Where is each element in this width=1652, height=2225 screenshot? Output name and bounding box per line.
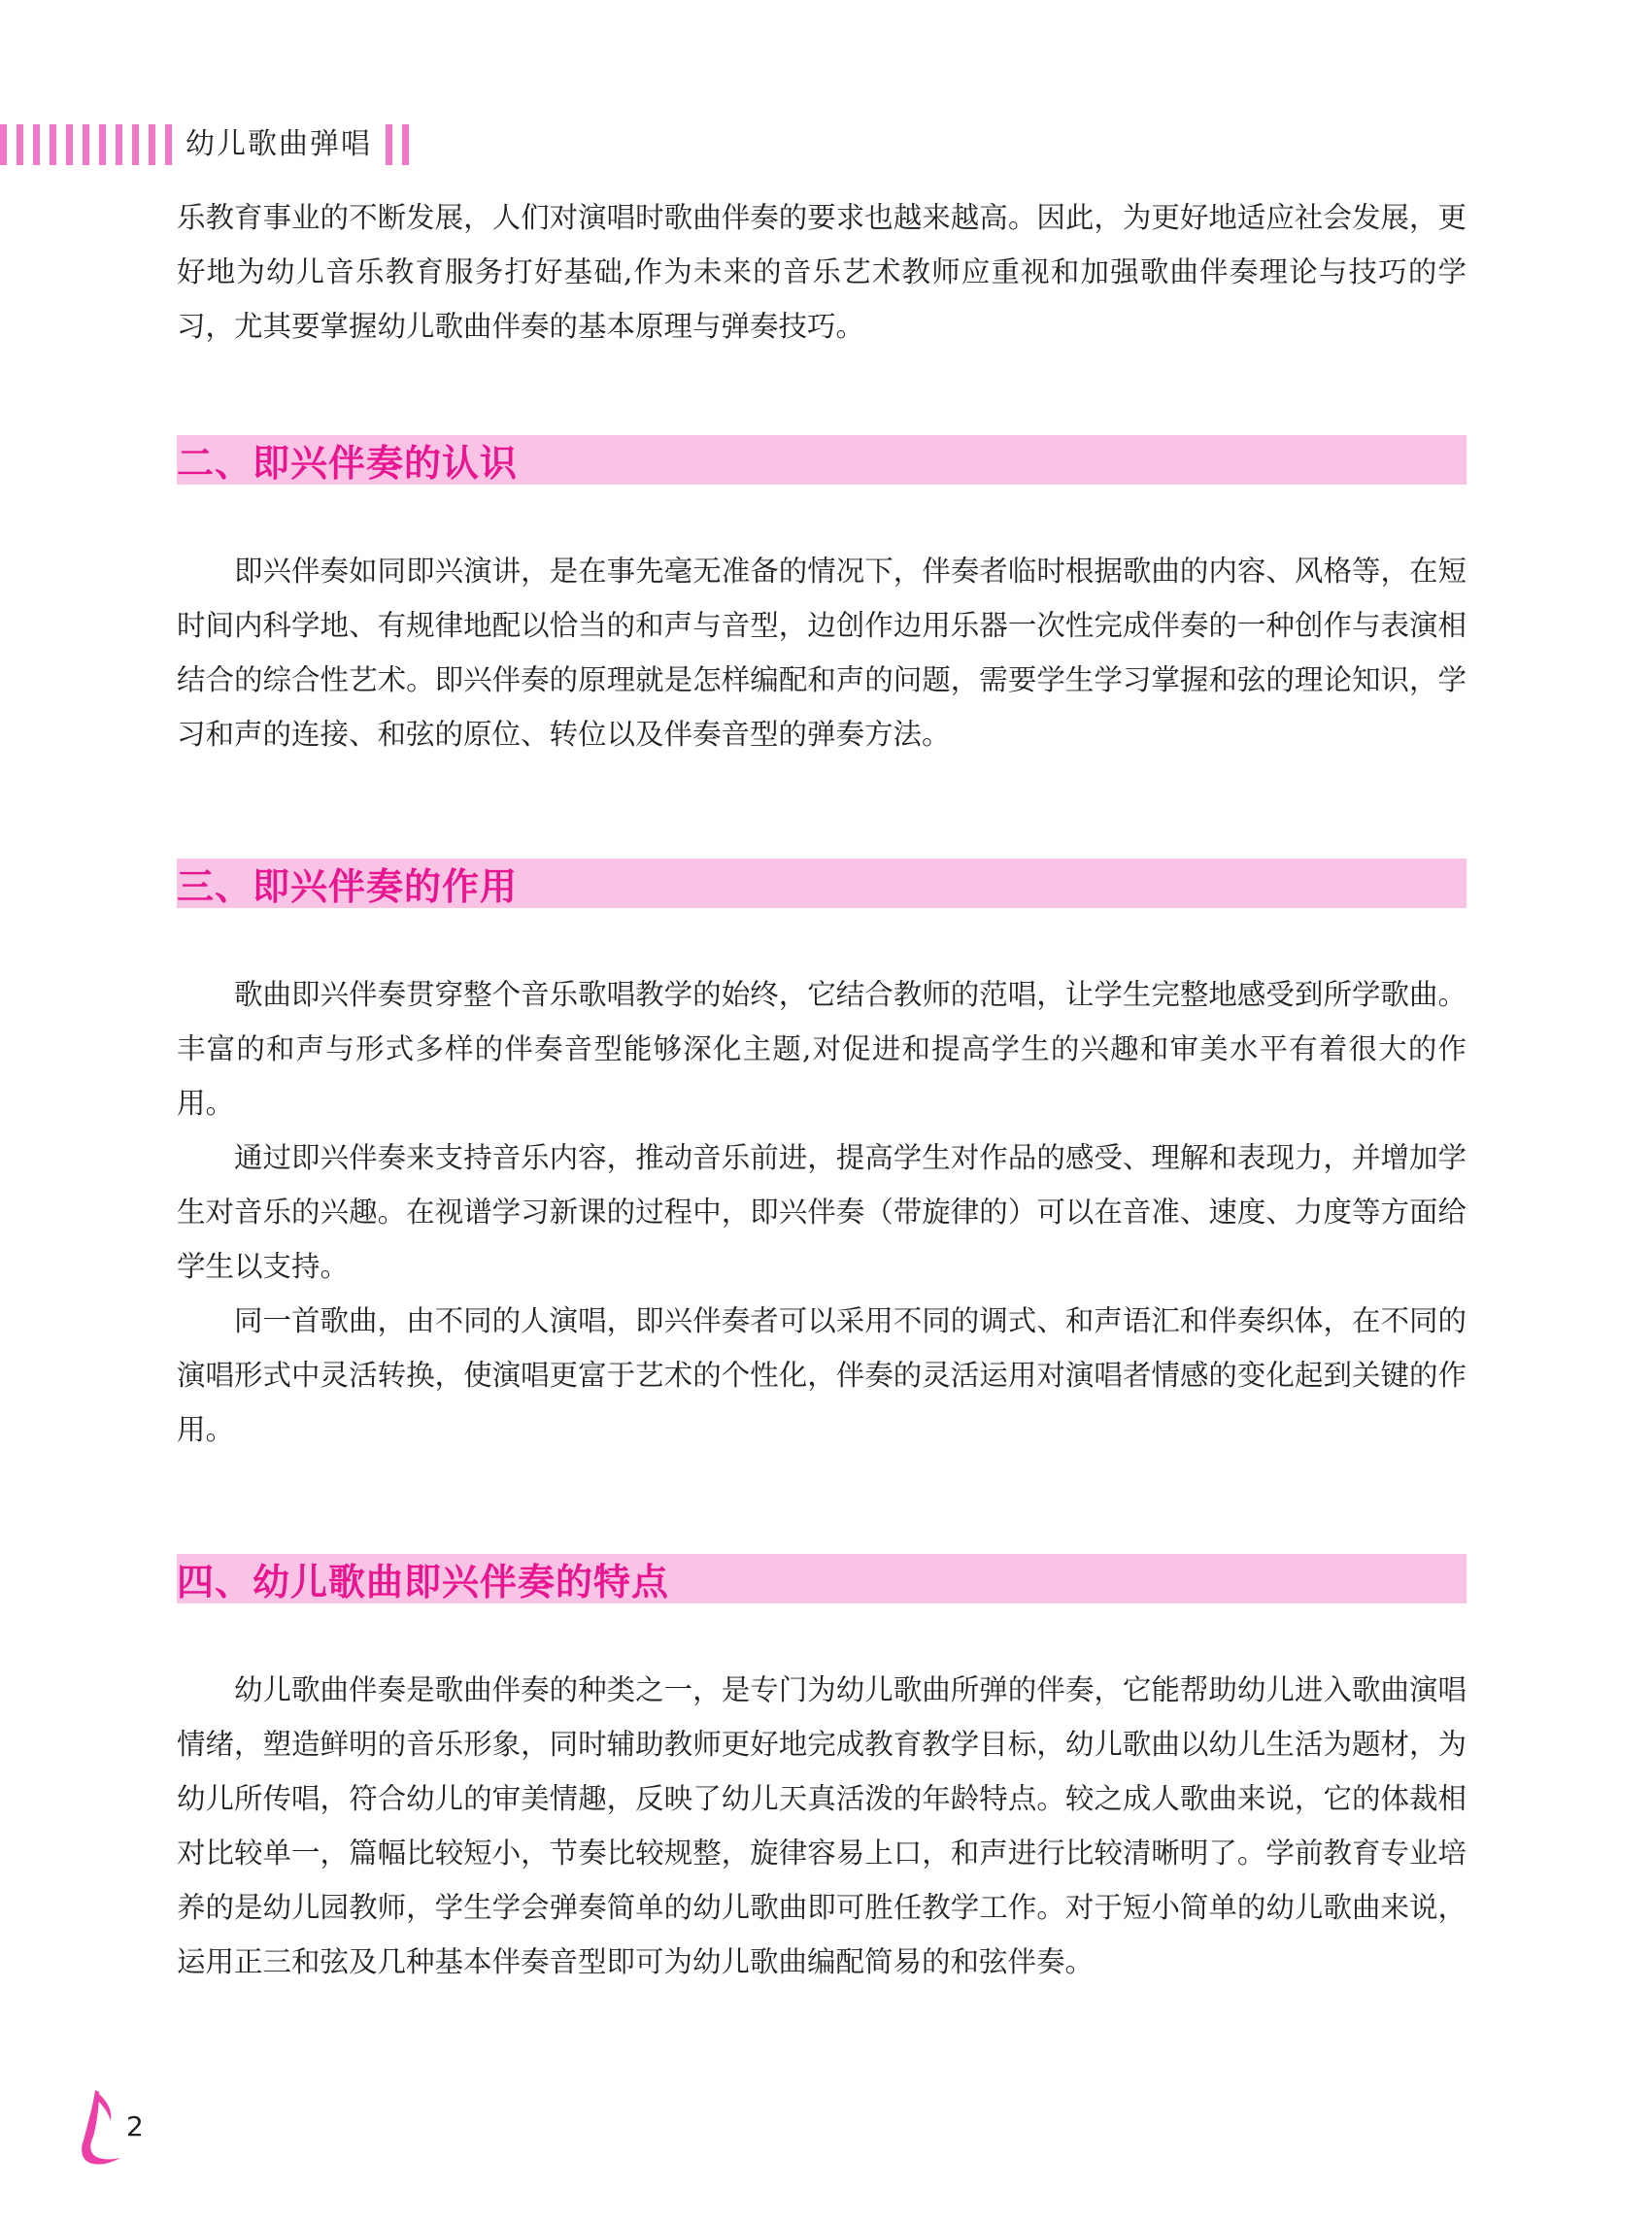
stripe [83, 124, 89, 165]
page-footer [74, 2086, 144, 2170]
music-note-icon [74, 2086, 126, 2170]
stripe [0, 124, 7, 165]
section-heading [177, 435, 1467, 485]
section-heading-text: 二、即兴伴奏的认识 [177, 442, 519, 485]
stripe [50, 124, 56, 165]
paragraph: 幼儿歌曲伴奏是歌曲伴奏的种类之一，是专门为幼儿歌曲所弹的伴奏，它能帮助幼儿进入歌曲演唱情绪，塑造鲜明的音乐形象，同时辅助教师更好地完成教育教学目标，幼儿歌曲以幼儿生活为题材，为幼儿所传唱，符合幼儿的审美情趣，反映了幼儿天真活泼的年龄特点。较之成人歌曲来说，它的体裁相对比较单一，篇幅比较短小，节奏比较规整，旋律容易上口，和声进行比较清晰明了。学前教育专业培养的是幼儿园教师，学生学会弹奏简单的幼儿歌曲即可胜任教学工作。对于短小简单的幼儿歌曲来说，运用正三和弦及几种基本伴奏音型即可为幼儿歌曲编配简易的和弦伴奏。 [177, 1673, 1467, 1978]
intro-block [177, 190, 1467, 354]
stripe [386, 124, 392, 165]
paragraph: 即兴伴奏如同即兴演讲，是在事先毫无准备的情况下，伴奏者临时根据歌曲的内容、风格等，在短时间内科学地、有规律地配以恰当的和声与音型，边创作边用乐器一次性完成伴奏的一种创作与表演相结合的综合性艺术。即兴伴奏的原理就是怎样编配和声的问题，需要学生学习掌握和弦的理论知识，学习和声的连接、和弦的原位、转位以及伴奏音型的弹奏方法。 [177, 555, 1467, 751]
running-header [0, 124, 409, 165]
stripe [17, 124, 23, 165]
section-recognition [177, 435, 1467, 761]
stripe [66, 124, 73, 165]
section-heading-text: 四、幼儿歌曲即兴伴奏的特点 [177, 1561, 670, 1603]
section-heading [177, 859, 1467, 908]
paragraph: 通过即兴伴奏来支持音乐内容，推动音乐前进，提高学生对作品的感受、理解和表现力，并增加学生对音乐的兴趣。在视谱学习新课的过程中，即兴伴奏（带旋律的）可以在音准、速度、力度等方面给学生以支持。 [177, 1141, 1467, 1283]
stripe [165, 124, 172, 165]
section-heading-text: 三、即兴伴奏的作用 [177, 865, 519, 908]
stripe [149, 124, 155, 165]
section-heading [177, 1554, 1467, 1603]
paragraph: 歌曲即兴伴奏贯穿整个音乐歌唱教学的始终，它结合教师的范唱，让学生完整地感受到所学歌曲。丰富的和声与形式多样的伴奏音型能够深化主题,对促进和提高学生的兴趣和审美水平有着很大的作用。 [177, 978, 1467, 1120]
stripe [402, 124, 409, 165]
paragraph: 同一首歌曲，由不同的人演唱，即兴伴奏者可以采用不同的调式、和声语汇和伴奏织体，在不同的演唱形式中灵活转换，使演唱更富于艺术的个性化，伴奏的灵活运用对演唱者情感的变化起到关键的作用。 [177, 1304, 1467, 1446]
section-characteristics [177, 1554, 1467, 1989]
page-number: 2 [126, 2110, 144, 2142]
paragraph: 乐教育事业的不断发展，人们对演唱时歌曲伴奏的要求也越来越高。因此，为更好地适应社会发展，更好地为幼儿音乐教育服务打好基础,作为未来的音乐艺术教师应重视和加强歌曲伴奏理论与技巧的学习，尤其要掌握幼儿歌曲伴奏的基本原理与弹奏技巧。 [177, 201, 1467, 343]
header-stripes-left [0, 124, 172, 165]
stripe [99, 124, 106, 165]
page-content [177, 190, 1467, 1989]
book-title: 幼儿歌曲弹唱 [185, 127, 372, 161]
stripe [116, 124, 122, 165]
header-stripes-right [386, 124, 409, 165]
section-function [177, 859, 1467, 1457]
stripe [132, 124, 139, 165]
stripe [33, 124, 40, 165]
